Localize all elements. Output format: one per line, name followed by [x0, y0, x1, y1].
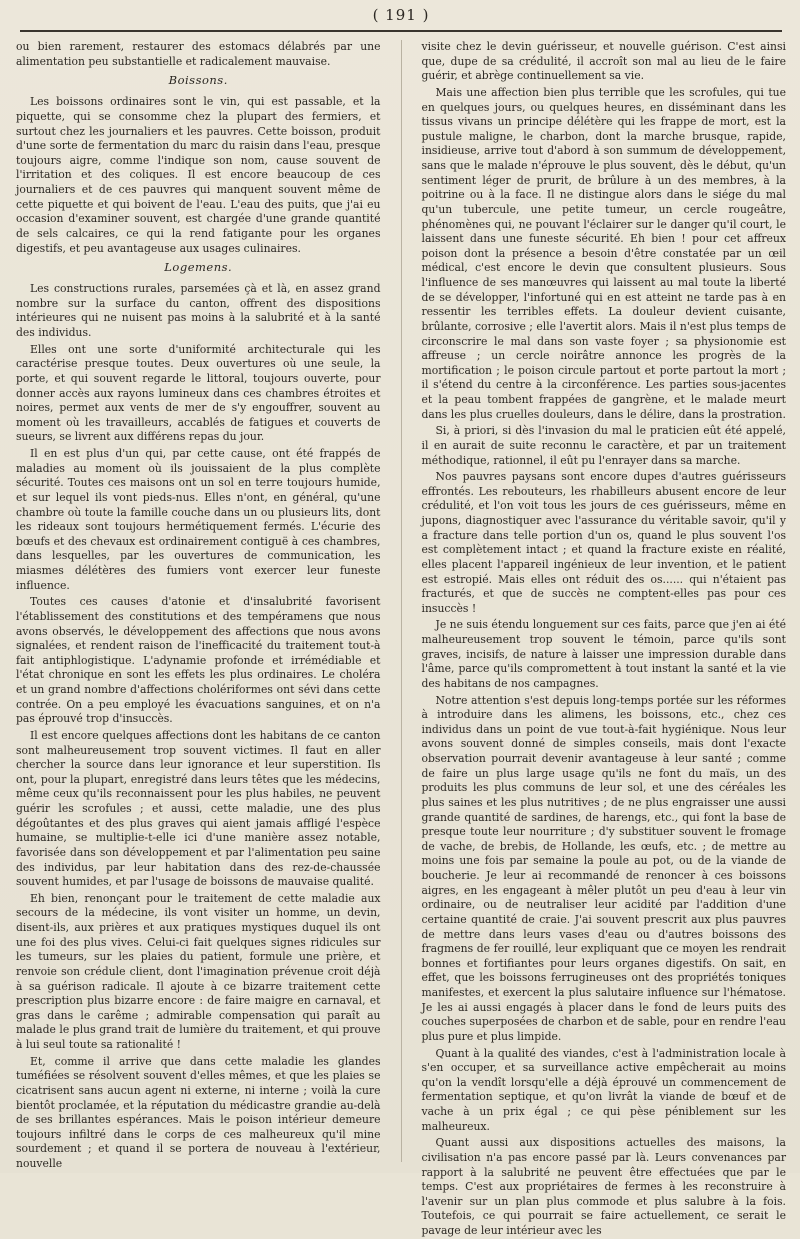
paragraph: ou bien rarement, restaurer des estomacs délabrés par une alimentation peu substantielle et radicalement mauvaise. [16, 40, 381, 68]
page-header [16, 0, 786, 34]
section-heading: Boissons. [168, 73, 228, 88]
paragraph: Nos pauvres paysans sont encore dupes d'autres guérisseurs effrontés. Les rebouteurs, les rhabilleurs abusent encore de leur crédulité, et l'on voit tous les jours de ces guérisseurs, même en jupons, diagnostiquer avec l'assurance du véritable savoir, qu'il y a fracture dans telle portion d'un os, quand le plus souvent l'os est complètement intact ; et quand la fracture existe en réalité, elles placent l'appareil ingénieux de leur invention, et le patient est estropié. Mais elles ont réduit des os...... qui n'étaient pas fracturés, et que de succès ne comptent-elles pas pour ces insuccès ! [421, 470, 786, 615]
paragraph: Quant à la qualité des viandes, c'est à l'administration locale à s'en occuper, et sa surveillance active empêcherait au moins qu'on la vendît lorsqu'elle a déjà éprouvé un commencement de fermentation septique, et qu'on livrât la viande de bœuf et de vache à un prix égal ; ce qui pèse péniblement sur les malheureux. [421, 1046, 786, 1133]
paragraph: Eh bien, renonçant pour le traitement de cette maladie aux secours de la médecine, ils vont visiter un homme, un devin, disent-ils, aux prières et aux pratiques mystiques duquel ils ont une foi des plus vives. Celui-ci fait quelques signes ridicules sur les tumeurs, sur les plaies du patient, formule une prière, et renvoie son crédule client, dont l'imagination prévenue croit déjà à sa guérison radicale. Il ajoute à ce bizarre traitement cette prescription plus bizarre encore : de faire maigre en carnaval, et gras dans le carême ; admirable compensation qui paraît au malade le plus grand trait de lumière du traitement, et qui prouve à lui seul toute sa rationalité ! [16, 891, 381, 1051]
paragraph: Et, comme il arrive que dans cette maladie les glandes tuméfiées se résolvent souvent d'elles mêmes, et que les plaies se cicatrisent sans aucun agent ni externe, ni interne ; voilà la cure bientôt proclamée, et la réputation du médicastre grandie au-delà de ses brillantes espérances. Mais le poison intérieur demeure toujours infiltré dans le corps de ces malheureux qu'il mine sourdement ; et quand il se portera de nouveau à l'extérieur, nouvelle [16, 1054, 381, 1170]
paragraph: Je ne suis étendu longuement sur ces faits, parce que j'en ai été malheureusement trop souvent le témoin, parce qu'ils sont graves, incisifs, de nature à laisser une impression durable dans l'âme, parce qu'ils compromettent à tout instant la santé et la vie des habitans de nos campagnes. [421, 618, 786, 690]
paragraph: Il en est plus d'un qui, par cette cause, ont été frappés de maladies au moment où ils jouissaient de la plus complète sécurité. Toutes ces maisons ont un sol en terre toujours humide, et sur lequel ils vont pieds-nus. Elles n'ont, en général, qu'une chambre où toute la famille couche dans un ou plusieurs lits, dont les rideaux sont toujours hermétiquement fermés. L'écurie des bœufs et des chevaux est ordinairement contiguë à ces chambres, dans lesquelles, par les ouvertures de communication, les miasmes délétères des fumiers vont exercer leur funeste influence. [16, 447, 381, 592]
paragraph: visite chez le devin guérisseur, et nouvelle guérison. C'est ainsi que, dupe de sa crédulité, il accroît son mal au lieu de le faire guérir, et abrège continuellement sa vie. [421, 40, 786, 83]
paragraph: Elles ont une sorte d'uniformité architecturale qui les caractérise presque toutes. Deux ouvertures où une seule, la porte, et qui souvent regarde le littoral, toujours ouverte, pour donner accès aux rayons lumineux dans ces chambres étroites et noires, permet aux vents de mer de s'y engouffrer, souvent au moment où les travailleurs, accablés de fatigues et couverts de sueurs, se livrent aux différens repas du jour. [16, 342, 381, 444]
page-number: ( 191 ) [372, 6, 430, 24]
paragraph: Quant aussi aux dispositions actuelles des maisons, la civilisation n'a pas encore passé par là. Leurs convenances par rapport à la salubrité ne peuvent être effectuées que par le temps. C'est aux propriétaires de fermes à les reconstruire à l'avenir sur un plan plus commode et plus salubre à la fois. Toutefois, ce qui pourrait se faire actuellement, ce serait le pavage de leur intérieur avec les [421, 1136, 786, 1237]
text-columns [16, 40, 786, 1237]
paragraph: Toutes ces causes d'atonie et d'insalubrité favorisent l'établissement des constitutions et des tempéramens que nous avons observés, le développement des affections que nous avons signalées, et rendent raison de l'inefficacité du traitement tout-à fait antiphlogistique. L'adynamie profonde et irrémédiable et l'état chronique en sont les effets les plus ordinaires. Le choléra et un grand nombre d'affections cholériformes ont sévi dans cette contrée. On a peu employé les évacuations sanguines, et on n'a pas éprouvé trop d'insuccès. [16, 595, 381, 726]
paragraph: Notre attention s'est depuis long-temps portée sur les réformes à introduire dans les alimens, les boissons, etc., chez ces individus dans un point de vue tout-à-fait hygiénique. Nous leur avons souvent donné de simples conseils, mais dont l'exacte observation pourrait devenir avantageuse à leur santé ; comme de faire un plus large usage qu'ils ne font du maïs, un des produits les plus communs de leur sol, et une des céréales les plus saines et les plus nutritives ; de ne plus engraisser une aussi grande quantité de sardines, de harengs, etc., qui font la base de presque toute leur nourriture ; d'y substituer souvent le fromage de vache, de brebis, de Hollande, les œufs, etc. ; de mettre au moins une fois par semaine la poule au pot, ou de la viande de boucherie. Je leur ai recommandé de renoncer à ces boissons aigres, en les engageant à mêler plutôt un peu d'eau à leur vin ordinaire, ou de neutraliser leur acidité par l'addition d'une certaine quantité de craie. J'ai souvent prescrit aux plus pauvres de mettre dans leurs vases d'eau ou d'autres boissons des fragmens de fer rouillé, leur expliquant que ce moyen les rendrait bonnes et fortifiantes pour leurs organes digestifs. On sait, en effet, que les boissons ferrugineuses ont des propriétés toniques manifestes, et exercent la plus salutaire influence sur l'hématose. Je les ai aussi engagés à placer dans le fond de leurs puits des couches superposées de charbon et de sable, pour en rendre l'eau plus pure et plus limpide. [421, 693, 786, 1043]
paragraph: Les constructions rurales, parsemées çà et là, en assez grand nombre sur la surface du canton, offrent des dispositions intérieures qui ne nuisent pas moins à la salubrité et à la santé des individus. [16, 282, 381, 339]
paragraph: Les boissons ordinaires sont le vin, qui est passable, et la piquette, qui se consomme chez la plupart des fermiers, et surtout chez les journaliers et les pauvres. Cette boisson, produit d'une sorte de fermentation du marc du raisin dans l'eau, presque toujours aigre, comme l'indique son nom, cause souvent de l'irritation et des coliques. Il est encore beaucoup de ces journaliers et de ces pauvres qui manquent souvent même de cette piquette et qui boivent de l'eau. L'eau des puits, que j'ai eu occasion d'examiner souvent, est chargée d'une grande quantité de sels calcaires, ce qui la rend fatigante pour les organes digestifs, et peu avantageuse aux usages culinaires. [16, 95, 381, 255]
column-divider [401, 40, 402, 1162]
section-heading: Logemens. [164, 260, 233, 275]
paragraph: Il est encore quelques affections dont les habitans de ce canton sont malheureusement trop souvent victimes. Il faut en aller chercher la source dans leur ignorance et leur superstition. Ils ont, pour la plupart, enregistré dans leurs têtes que les médecins, même ceux qu'ils reconnaissent pour les plus habiles, ne peuvent guérir les scrofules ; et aussi, cette maladie, une des plus dégoûtantes et des plus graves qui aient jamais affligé l'espèce humaine, se multiplie-t-elle ici d'une manière assez notable, favorisée dans son développement et par l'alimentation peu saine des individus, par leur habitation dans des rez-de-chaussée souvent humides, et par l'usage de boissons de mauvaise qualité. [16, 728, 381, 889]
right-column [421, 40, 787, 1237]
paragraph: Si, à priori, si dès l'invasion du mal le praticien eût été appelé, il en aurait de suite reconnu le caractère, et par un traitement méthodique, rationnel, il eût pu l'enrayer dans sa marche. [421, 424, 786, 467]
left-column [16, 40, 381, 1170]
header-rule [20, 30, 782, 32]
paragraph: Mais une affection bien plus terrible que les scrofules, qui tue en quelques jours, ou quelques heures, en disséminant dans les tissus vivans un principe délétère qui les frappe de mort, est la pustule maligne, le charbon, dont la marche brusque, rapide, insidieuse, arrive tout d'abord à son summum de développement, sans que le malade n'éprouve le plus souvent, dès le début, qu'un sentiment léger de prurit, de brûlure à un des membres, à la poitrine ou à la face. Il ne distingue alors dans le siége du mal qu'un tubercule, une petite tumeur, un cercle rougeâtre, phénomènes qui, ne pouvant l'éclairer sur le danger qu'il court, le laissent dans une funeste sécurité. Eh bien ! pour cet affreux poison dont la présence a besoin d'être constatée par un œil médical, c'est encore le devin que consultent plusieurs. Sous l'influence de ses manœuvres qui laissent au mal toute la liberté de se développer, l'infortuné qui en est atteint ne tarde pas à en ressentir les terribles effets. La douleur devient cuisante, brûlante, corrosive ; elle l'avertit alors. Mais il n'est plus temps de circonscrire le mal dans son vaste foyer ; sa physionomie est affreuse ; un cercle noirâtre annonce les progrès de la mortification ; le poison circule partout et porte partout la mort ; il s'étend du centre à la circonférence. Les parties sous-jacentes et la peau tombent frappées de gangrène, et le malade meurt dans les plus cruelles douleurs, dans le délire, dans la prostration. [421, 85, 786, 421]
